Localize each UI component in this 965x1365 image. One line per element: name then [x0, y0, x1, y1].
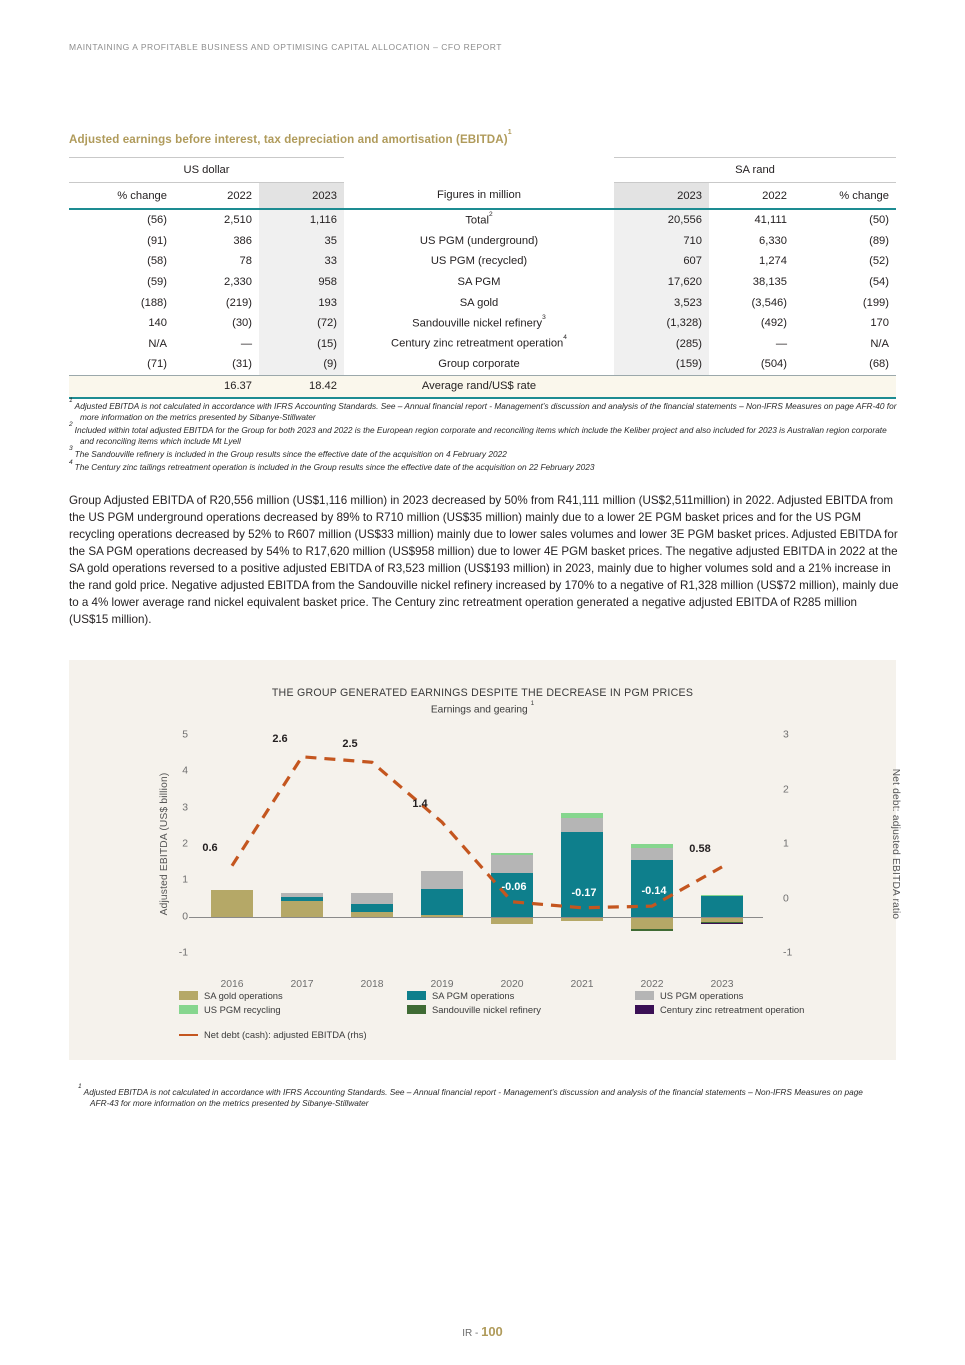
chart-y-tick: 3 — [182, 802, 188, 814]
col-usd-2023: 2023 — [259, 183, 344, 210]
cell-zar-change: (54) — [869, 276, 889, 289]
chart-x-tick: 2018 — [360, 979, 384, 990]
legend-item — [407, 1004, 541, 1015]
chart-line-label: -0.14 — [641, 885, 667, 898]
cell-usd-2023: 1,116 — [259, 209, 344, 231]
chart-y-tick: 5 — [182, 729, 188, 741]
cell-label-superscript: 3 — [542, 313, 546, 321]
legend-label: SA gold operations — [204, 990, 283, 1001]
table-row — [69, 209, 896, 231]
legend-item — [179, 990, 283, 1001]
cell-zar-change: (52) — [869, 255, 889, 268]
cell-usd-2022: — — [240, 337, 252, 350]
chart-footnote — [78, 1083, 880, 1109]
page-footer — [0, 1324, 965, 1339]
footnote-item — [69, 397, 899, 423]
chart-line-label: 2.6 — [272, 732, 288, 745]
group-header-gap — [344, 158, 614, 183]
table-row — [69, 334, 896, 355]
cell-label: SA gold — [459, 296, 499, 309]
cell-usd-2022: (31) — [232, 358, 252, 371]
cell-label: US PGM (recycled) — [430, 255, 528, 268]
legend-swatch — [407, 1005, 426, 1014]
chart-y-tick: 4 — [182, 765, 188, 777]
legend-label: US PGM recycling — [204, 1004, 281, 1015]
cell-zar-2023: (285) — [614, 334, 709, 355]
footnote-text: Included within total adjusted EBITDA for the Group for both 2023 and 2022 is the European region corporate and reconciling items which include the Keliber project and also included for 2023 is Australian region corporate and reconciling items which include Mt Lyell — [74, 424, 887, 446]
col-usd-change: % change — [69, 183, 174, 210]
cell-zar-2023: 607 — [614, 251, 709, 272]
chart-x-tick: 2016 — [220, 979, 244, 990]
cell-label: SA PGM — [457, 276, 501, 289]
page-footer-prefix: IR - — [462, 1328, 479, 1339]
chart-y-axis-label: Adjusted EBITDA (US$ billion) — [158, 772, 170, 916]
chart-y2-tick: -1 — [783, 947, 793, 959]
chart-y-tick: 2 — [182, 838, 188, 850]
legend-swatch — [179, 1005, 198, 1014]
chart-y-tick: -1 — [178, 947, 188, 959]
chart-subtitle-superscript: 1 — [530, 699, 535, 707]
cell-zar-2022: 6,330 — [759, 234, 787, 247]
chart-footnote-marker: 1 — [78, 1083, 82, 1091]
table-title-superscript: 1 — [507, 129, 512, 137]
cell-zar-2023: (159) — [614, 354, 709, 375]
cell-usd-change: (71) — [147, 358, 167, 371]
cell-usd-change: 140 — [148, 317, 167, 330]
table-title-text: Adjusted earnings before interest, tax depreciation and amortisation (EBITDA) — [69, 133, 508, 146]
legend-item — [635, 1004, 804, 1015]
cell-usd-2023: 193 — [259, 292, 344, 313]
chart-y-tick: 1 — [182, 874, 188, 886]
cell-usd-2023: 958 — [259, 272, 344, 293]
legend-label: Century zinc retreatment operation — [660, 1004, 805, 1015]
col-figures-label: Figures in million — [344, 183, 614, 210]
chart-plot-area — [158, 729, 901, 990]
cell-usd-2023: (9) — [259, 354, 344, 375]
legend-label: SA PGM operations — [432, 990, 515, 1001]
cell-usd-change: (59) — [147, 276, 167, 289]
table-row — [69, 251, 896, 272]
cell-zar-2023: 20,556 — [614, 209, 709, 231]
legend-item-net-debt — [179, 1029, 367, 1040]
cell-label: Total$^2$ — [465, 210, 493, 227]
rate-usd-2022: 16.37 — [174, 375, 259, 398]
cell-usd-change: (56) — [147, 214, 167, 227]
group-header-zar: SA rand — [614, 158, 896, 183]
chart-y2-tick: 3 — [783, 729, 789, 741]
table-group-header-row — [69, 158, 896, 183]
cell-usd-change: (188) — [140, 296, 167, 309]
chart-line-label: 0.58 — [689, 842, 711, 855]
cell-zar-2022: 41,111 — [754, 214, 787, 227]
body-paragraph: Group Adjusted EBITDA of R20,556 million (US$1,116 million) in 2023 decreased by 50% from R41,111 million (US$2,511million) in 2022. Adjusted EBITDA from the US PGM underground operations decreased by 89% to R710 million (US$35 million) mainly due to a lower 2E PGM basket prices and for the US PGM recycling operations decreased by 52% to R607 million (US$33 million) mainly due to lower sales volumes and lower 3E PGM basket prices. Adjusted EBITDA for the SA PGM operations decreased by 54% to R17,620 million (US$958 million) due to lower 4E PGM basket prices. The negative adjusted EBITDA in 2022 at the SA gold operations reversed to a positive adjusted EBITDA of R3,523 million (US$193 million) in 2023, mainly due to higher volumes sold and a 21% increase in the rand gold price. Negative adjusted EBITDA from the Sandouville nickel refinery increased by 170% to a negative of R1,328 million (US$72 million), mainly due to a 4% lower average rand nickel equivalent basket price. The Century zinc retreatment operation generated a negative adjusted EBITDA of R285 million (US$15 million). — [69, 494, 899, 627]
cell-usd-change: N/A — [148, 337, 167, 350]
chart-y2-tick: 1 — [783, 838, 789, 850]
chart-line-label: -0.06 — [501, 880, 527, 893]
col-zar-change: % change — [794, 183, 896, 210]
table-row — [69, 292, 896, 313]
table-title — [69, 129, 512, 146]
cell-zar-2022: 38,135 — [752, 276, 787, 289]
footnote-marker: 1 — [69, 397, 73, 405]
footnote-marker: 4 — [69, 458, 73, 466]
col-zar-2023: 2023 — [614, 183, 709, 210]
cell-zar-2023: 710 — [614, 231, 709, 252]
cell-usd-2022: 386 — [233, 234, 252, 247]
chart-x-tick: 2020 — [500, 979, 524, 990]
rate-zar-2023 — [614, 375, 709, 398]
chart-x-tick: 2019 — [430, 979, 454, 990]
col-usd-2022: 2022 — [174, 183, 259, 210]
cell-usd-2023: 33 — [259, 251, 344, 272]
cell-label: US PGM (underground) — [419, 234, 539, 247]
cell-usd-2022: 2,330 — [224, 276, 252, 289]
cell-usd-2022: 2,510 — [224, 214, 252, 227]
footnote-item — [69, 445, 899, 460]
cell-usd-change: (91) — [147, 234, 167, 247]
chart-y2-tick: 0 — [783, 893, 789, 904]
chart-subtitle — [69, 699, 896, 716]
chart-ratio-line — [197, 732, 757, 953]
legend-item — [635, 990, 743, 1001]
chart-line-label: 2.5 — [342, 738, 358, 751]
chart-title: THE GROUP GENERATED EARNINGS DESPITE THE DECREASE IN PGM PRICES — [271, 687, 694, 699]
rate-zar-change — [794, 375, 896, 398]
chart-y2-axis-label: Net debt: adjusted EBITDA ratio — [889, 768, 901, 920]
cell-zar-2023: 17,620 — [614, 272, 709, 293]
running-header: MAINTAINING A PROFITABLE BUSINESS AND OPTIMISING CAPITAL ALLOCATION – CFO REPORT — [69, 42, 502, 52]
cell-label-superscript: 4 — [563, 334, 567, 342]
rate-usd-2023: 18.42 — [259, 375, 344, 398]
cell-zar-change: (199) — [862, 296, 889, 309]
cell-usd-2023: (15) — [259, 334, 344, 355]
legend-swatch — [635, 1005, 654, 1014]
legend-label: Net debt (cash): adjusted EBITDA (rhs) — [204, 1029, 367, 1040]
cell-label: Group corporate — [438, 358, 520, 371]
chart-line-label: 1.4 — [412, 798, 428, 811]
footnote-item — [69, 421, 899, 447]
table-row — [69, 354, 896, 375]
ebitda-table — [69, 157, 896, 399]
chart-subtitle-text: Earnings and gearing — [430, 704, 528, 716]
cell-zar-2022: 1,274 — [759, 255, 787, 268]
cell-usd-2022: (30) — [232, 317, 252, 330]
cell-label: Century zinc retreatment operation$^4$ — [391, 334, 567, 351]
table-footnotes — [69, 397, 899, 475]
group-header-usd: US dollar — [69, 158, 344, 183]
chart-panel — [69, 660, 901, 1060]
cell-zar-2022: (492) — [760, 317, 787, 330]
table-row — [69, 313, 896, 334]
cell-label-superscript: 2 — [488, 210, 493, 218]
footnote-text: The Century zinc tailings retreatment operation is included in the Group results since the effective date of the acquisition on 22 February 2023 — [74, 462, 595, 473]
cell-zar-2022: — — [775, 337, 787, 350]
chart-line-label: -0.17 — [571, 886, 597, 899]
table-row — [69, 231, 896, 252]
legend-swatch — [407, 991, 426, 1000]
rate-label: Average rand/US$ rate — [344, 375, 614, 398]
rate-zar-2022 — [709, 375, 794, 398]
legend-item — [179, 1004, 281, 1015]
legend-label: US PGM operations — [660, 990, 744, 1001]
cell-usd-change: (58) — [147, 255, 167, 268]
cell-usd-2022: (219) — [225, 296, 252, 309]
chart-y2-tick: 2 — [783, 784, 789, 795]
table-row — [69, 272, 896, 293]
cell-usd-2022: 78 — [239, 255, 252, 268]
table-column-header-row — [69, 183, 896, 210]
footnote-text: Adjusted EBITDA is not calculated in accordance with IFRS Accounting Standards. See – Annual financial report - Management’s discussion and analysis of the financial statements – Non-IFRS Measures on page AFR-40 for more information on the metrics presented by Sibanye-Stillwater — [74, 400, 897, 422]
page-number: 100 — [481, 1324, 503, 1339]
average-rate-row — [69, 375, 896, 398]
cell-zar-change: (68) — [869, 358, 889, 371]
cell-zar-change: (50) — [869, 214, 889, 227]
cell-zar-2023: 3,523 — [614, 292, 709, 313]
table-body — [69, 209, 896, 375]
footnote-marker: 2 — [69, 421, 73, 429]
cell-usd-2023: (72) — [259, 313, 344, 334]
chart-x-tick: 2023 — [710, 979, 734, 990]
cell-zar-change: N/A — [870, 337, 889, 350]
legend-item — [407, 990, 514, 1001]
chart-x-tick: 2017 — [290, 979, 314, 990]
legend-dashed-line-swatch — [179, 1030, 198, 1039]
footnote-item — [69, 458, 899, 473]
chart-footnote-text: Adjusted EBITDA is not calculated in accordance with IFRS Accounting Standards. See – Annual financial report - Management’s discussion and analysis of the financial statements – Non-IFRS Measures on page AFR-43 for more information on the metrics presented by Sibanye-Stillwater — [83, 1086, 863, 1108]
cell-zar-change: (89) — [869, 234, 889, 247]
legend-swatch — [635, 991, 654, 1000]
chart-x-tick: 2022 — [640, 979, 664, 990]
cell-zar-2022: (504) — [760, 358, 787, 371]
legend-swatch — [179, 991, 198, 1000]
rate-usd-change — [69, 375, 174, 398]
chart-line-label: 0.6 — [202, 841, 218, 854]
cell-zar-change: 170 — [870, 317, 889, 330]
footnote-text: The Sandouville refinery is included in the Group results since the effective date of the acquisition on 4 February 2022 — [74, 449, 507, 460]
cell-usd-2023: 35 — [259, 231, 344, 252]
cell-zar-2023: (1,328) — [614, 313, 709, 334]
chart-x-tick: 2021 — [570, 979, 594, 990]
cell-zar-2022: (3,546) — [751, 296, 787, 309]
footnote-marker: 3 — [69, 445, 73, 453]
cell-label: Sandouville nickel refinery$^3$ — [412, 313, 546, 330]
col-zar-2022: 2022 — [709, 183, 794, 210]
legend-label: Sandouville nickel refinery — [432, 1004, 541, 1015]
chart-y-tick: 0 — [182, 911, 188, 923]
